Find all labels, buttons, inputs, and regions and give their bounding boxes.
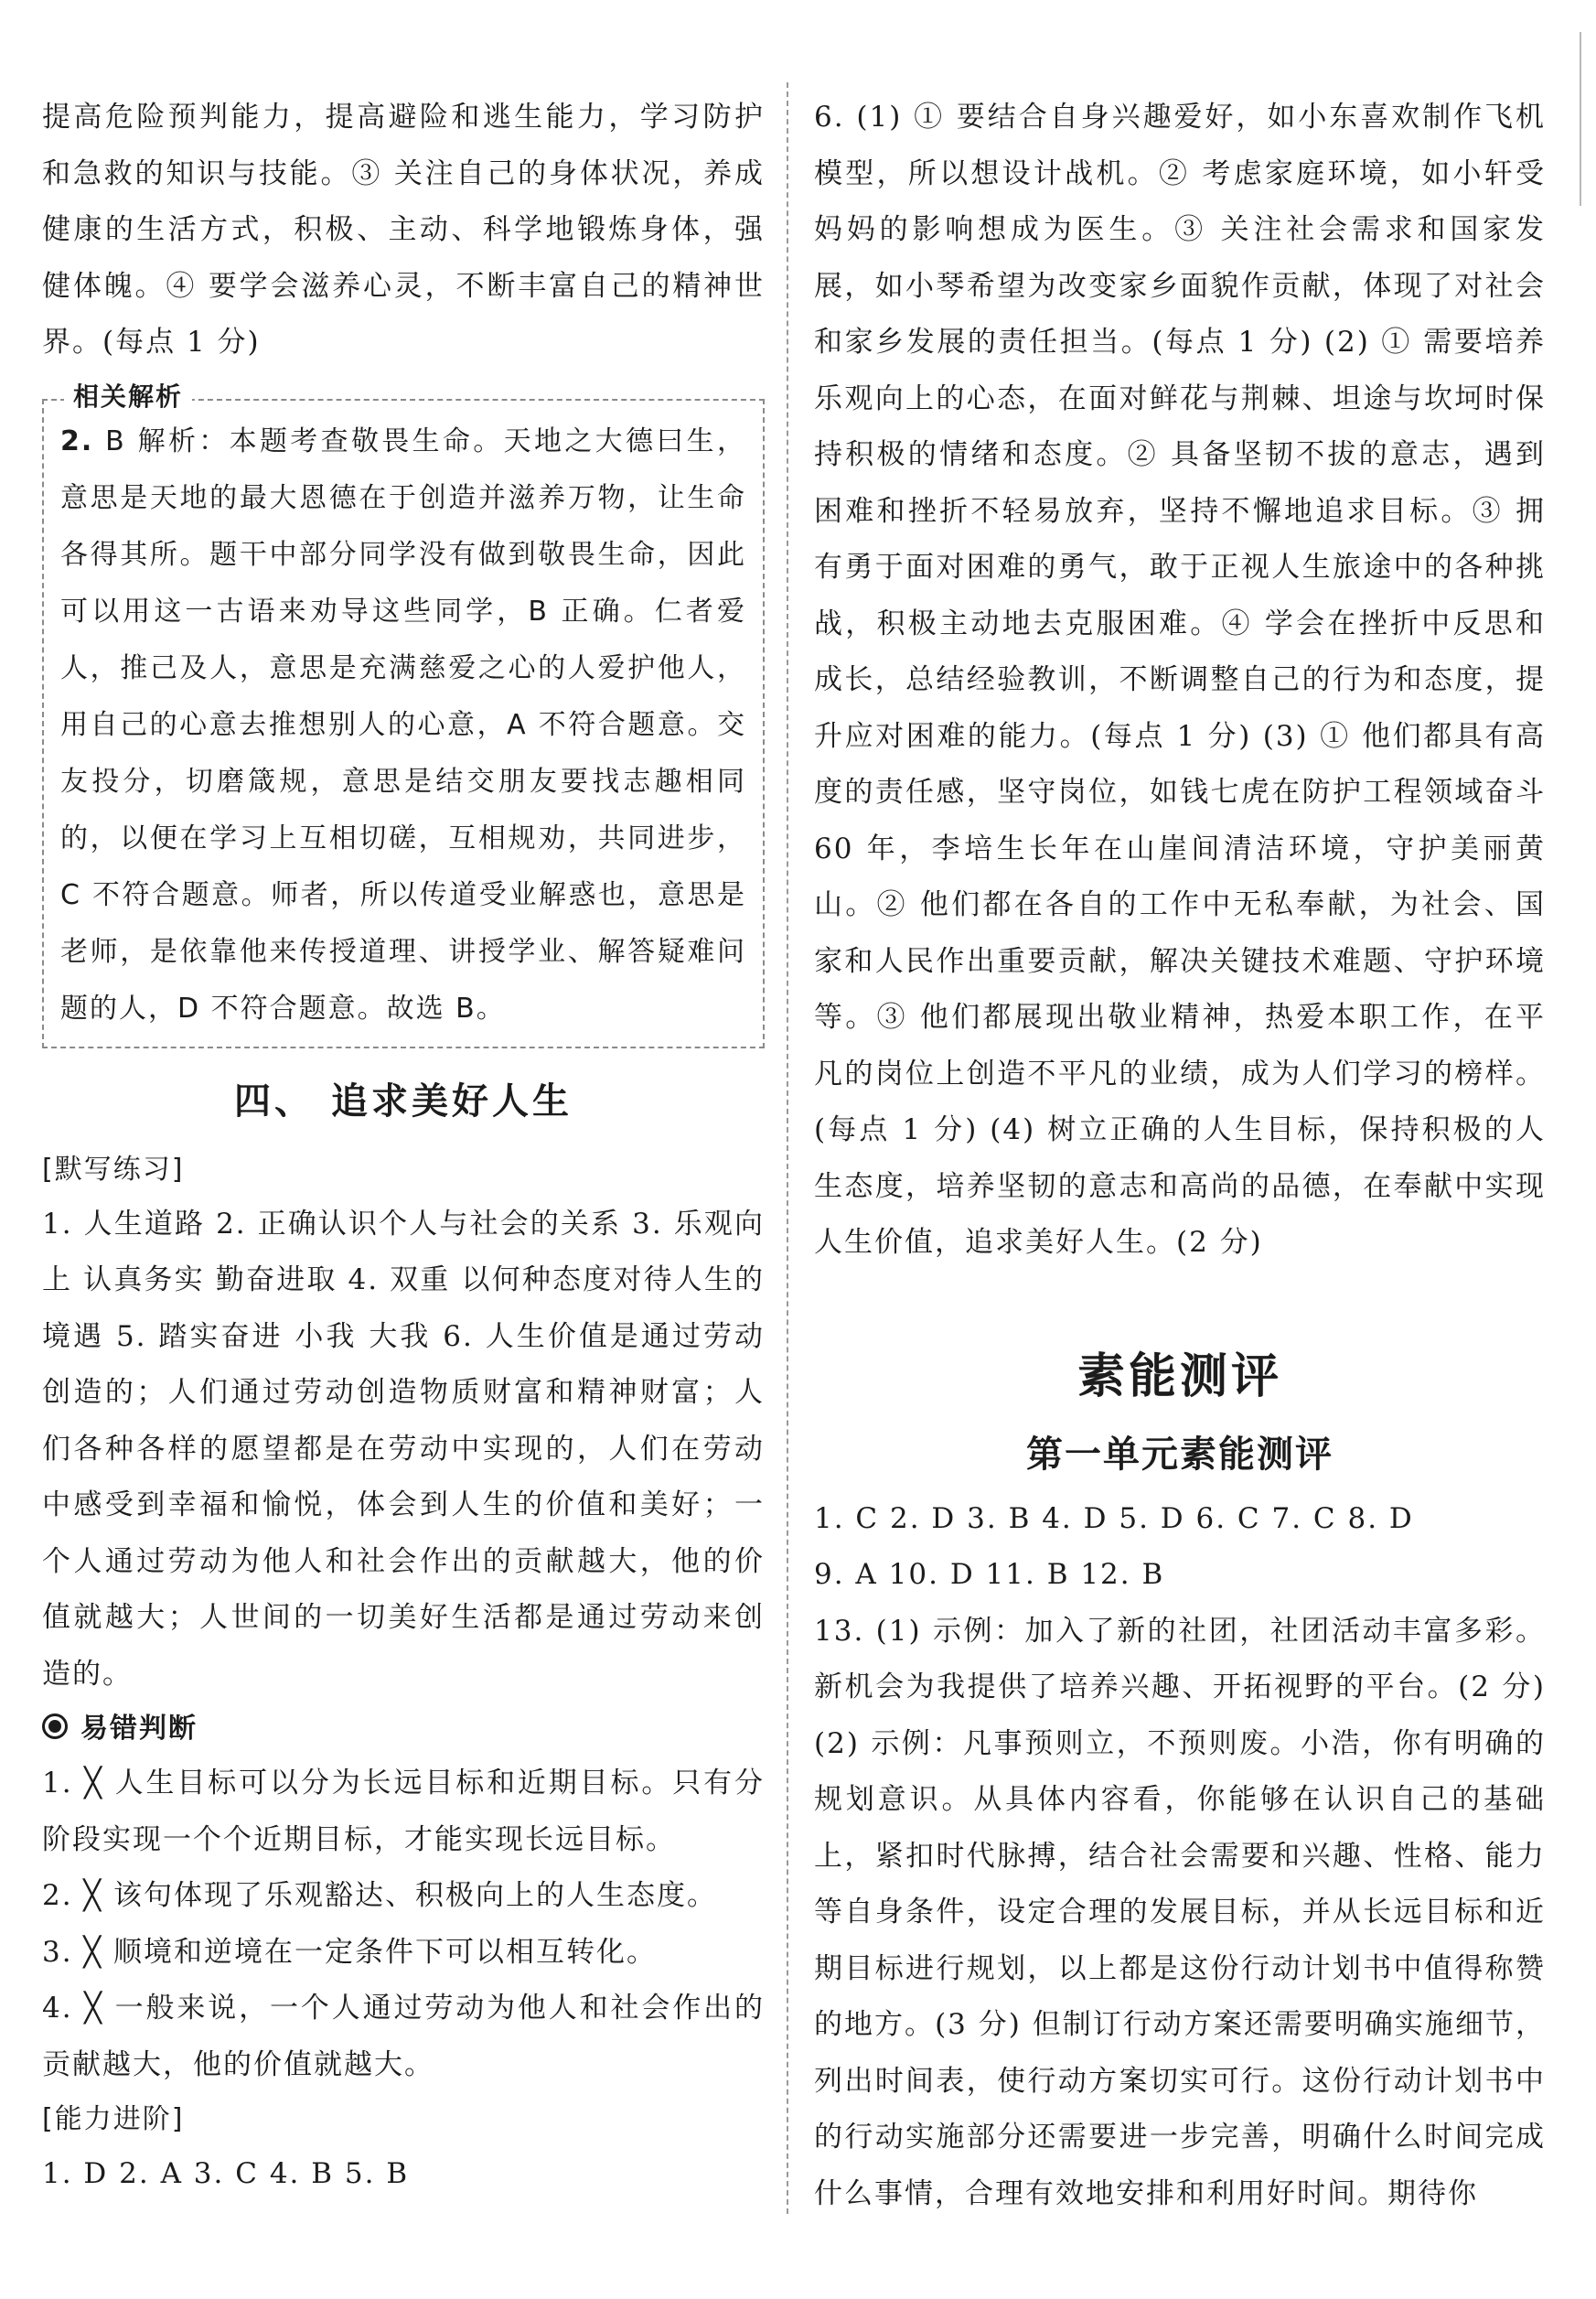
page-edge-mark [1580, 32, 1581, 206]
moxie-heading: [默写练习] [42, 1153, 185, 1186]
yicuo-heading [42, 1703, 765, 1756]
unit-title: 第一单元素能测评 [1026, 1432, 1334, 1476]
moxie-answers: 1. 人生道路 2. 正确认识个人与社会的关系 3. 乐观向上 认真务实 勤奋进取 4. 双重 以何种态度对待人生的境遇 5. 踏实奋进 小我 大我 6. 人生价值是通过劳动创造的；人们通过劳动创造物质财富和精神财富；人们各种各样的愿望都是在劳动中实现的，人们在劳动中感受到幸福和愉悦，体会到人生的价值和美好；一个人通过劳动为他人和社会作出的贡献越大，他的价值就越大；人世间的一切美好生活都是通过劳动来创造的。 [42, 1207, 765, 1691]
choice-answers-line-2: 9. A 10. D 11. B 12. B [814, 1558, 1165, 1591]
left-column [42, 90, 765, 2203]
analysis-box [42, 381, 765, 1048]
question-6-answer: 6. (1) ① 要结合自身兴趣爱好，如小东喜欢制作飞机模型，所以想设计战机。② 考虑家庭环境，如小轩受妈妈的影响想成为医生。③ 关注社会需求和国家发展，如小琴希望为改变家乡面貌作贡献，体现了对社会和家乡发展的责任担当。(每点 1 分) (2) ① 需要培养乐观向上的心态，在面对鲜花与荆棘、坦途与坎坷时保持积极的情绪和态度。② 具备坚韧不拔的意志，遇到困难和挫折不轻易放弃，坚持不懈地追求目标。③ 拥有勇于面对困难的勇气，敢于正视人生旅途中的各种挑战，积极主动地去克服困难。④ 学会在挫折中反思和成长，总结经验教训，不断调整自己的行为和态度，提升应对困难的能力。(每点 1 分) (3) ① 他们都具有高度的责任感，坚守岗位，如钱七虎在防护工程领域奋斗 60 年，李培生长年在山崖间清洁环境，守护美丽黄山。② 他们都在各自的工作中无私奉献，为社会、国家和人民作出重要贡献，解决关键技术难题、守护环境等。③ 他们都展现出敬业精神，热爱本职工作，在平凡的岗位上创造不平凡的业绩，成为人们学习的榜样。(每点 1 分) (4) 树立正确的人生目标，保持积极的人生态度，培养坚韧的意志和高尚的品德，在奉献中实现人生价值，追求美好人生。(2 分) [814, 101, 1546, 1259]
paragraph-continued: 提高危险预判能力，提高避险和逃生能力，学习防护和急救的知识与技能。③ 关注自己的身体状况，养成健康的生活方式，积极、主动、科学地锻炼身体，强健体魄。④ 要学会滋养心灵，不断丰富自己的精神世界。(每点 1 分) [42, 101, 765, 359]
analysis-question-number: 2. [60, 424, 94, 457]
choice-answers-line-1: 1. C 2. D 3. B 4. D 5. D 6. C 7. C 8. D [814, 1501, 1414, 1535]
bullet-icon [42, 1714, 68, 1739]
yicuo-item: 1. ╳ 人生目标可以分为长远目标和近期目标。只有分阶段实现一个个近期目标，才能实现长远目标。 [42, 1767, 765, 1856]
question-13-answer: 13. (1) 示例：加入了新的社团，社团活动丰富多彩。新机会为我提供了培养兴趣、开拓视野的平台。(2 分) (2) 示例：凡事预则立，不预则废。小浩，你有明确的规划意识。从具体内容看，你能够在认识自己的基础上，紧扣时代脉搏，结合社会需要和兴趣、性格、能力等自身条件，设定合理的发展目标，并从长远目标和近期目标进行规划，以上都是这份行动计划书中值得称赞的地方。(3 分) 但制订行动方案还需要明确实施细节，列出时间表，使行动方案切实可行。这份行动计划书中的行动实施部分还需要进一步完善，明确什么时间完成什么事情，合理有效地安排和利用好时间。期待你 [814, 1614, 1546, 2210]
analysis-text [60, 414, 746, 1037]
yicuo-heading-label: 易错判断 [80, 1713, 198, 1745]
yicuo-item: 4. ╳ 一般来说，一个人通过劳动为他人和社会作出的贡献越大，他的价值就越大。 [42, 1992, 765, 2081]
section-title: 四、 追求美好人生 [234, 1080, 573, 1123]
yicuo-item: 3. ╳ 顺境和逆境在一定条件下可以相互转化。 [42, 1935, 657, 1969]
analysis-body: B 解析：本题考查敬畏生命。天地之大德曰生，意思是天地的最大恩德在于创造并滋养万物，让生命各得其所。题干中部分同学没有做到敬畏生命，因此可以用这一古语来劝导这些同学，B 正确。仁者爱人，推己及人，意思是充满慈爱之心的人爱护他人，用自己的心意去推想别人的心意，A 不符合题意。交友投分，切磨箴规，意思是结交朋友要找志趣相同的，以便在学习上互相切磋，互相规劝，共同进步，C 不符合题意。师者，所以传道受业解惑也，意思是老师，是依靠他来传授道理、讲授学业、解答疑难问题的人，D 不符合题意。故选 B。 [60, 424, 746, 1025]
nengli-answers: 1. D 2. A 3. C 4. B 5. B [42, 2157, 410, 2190]
yicuo-item: 2. ╳ 该句体现了乐观豁达、积极向上的人生态度。 [42, 1879, 717, 1912]
nengli-heading: [能力进阶] [42, 2103, 185, 2135]
column-divider [787, 82, 788, 2214]
analysis-box-title: 相关解析 [64, 379, 192, 415]
big-section-title: 素能测评 [1076, 1348, 1282, 1404]
right-column [814, 90, 1546, 2222]
